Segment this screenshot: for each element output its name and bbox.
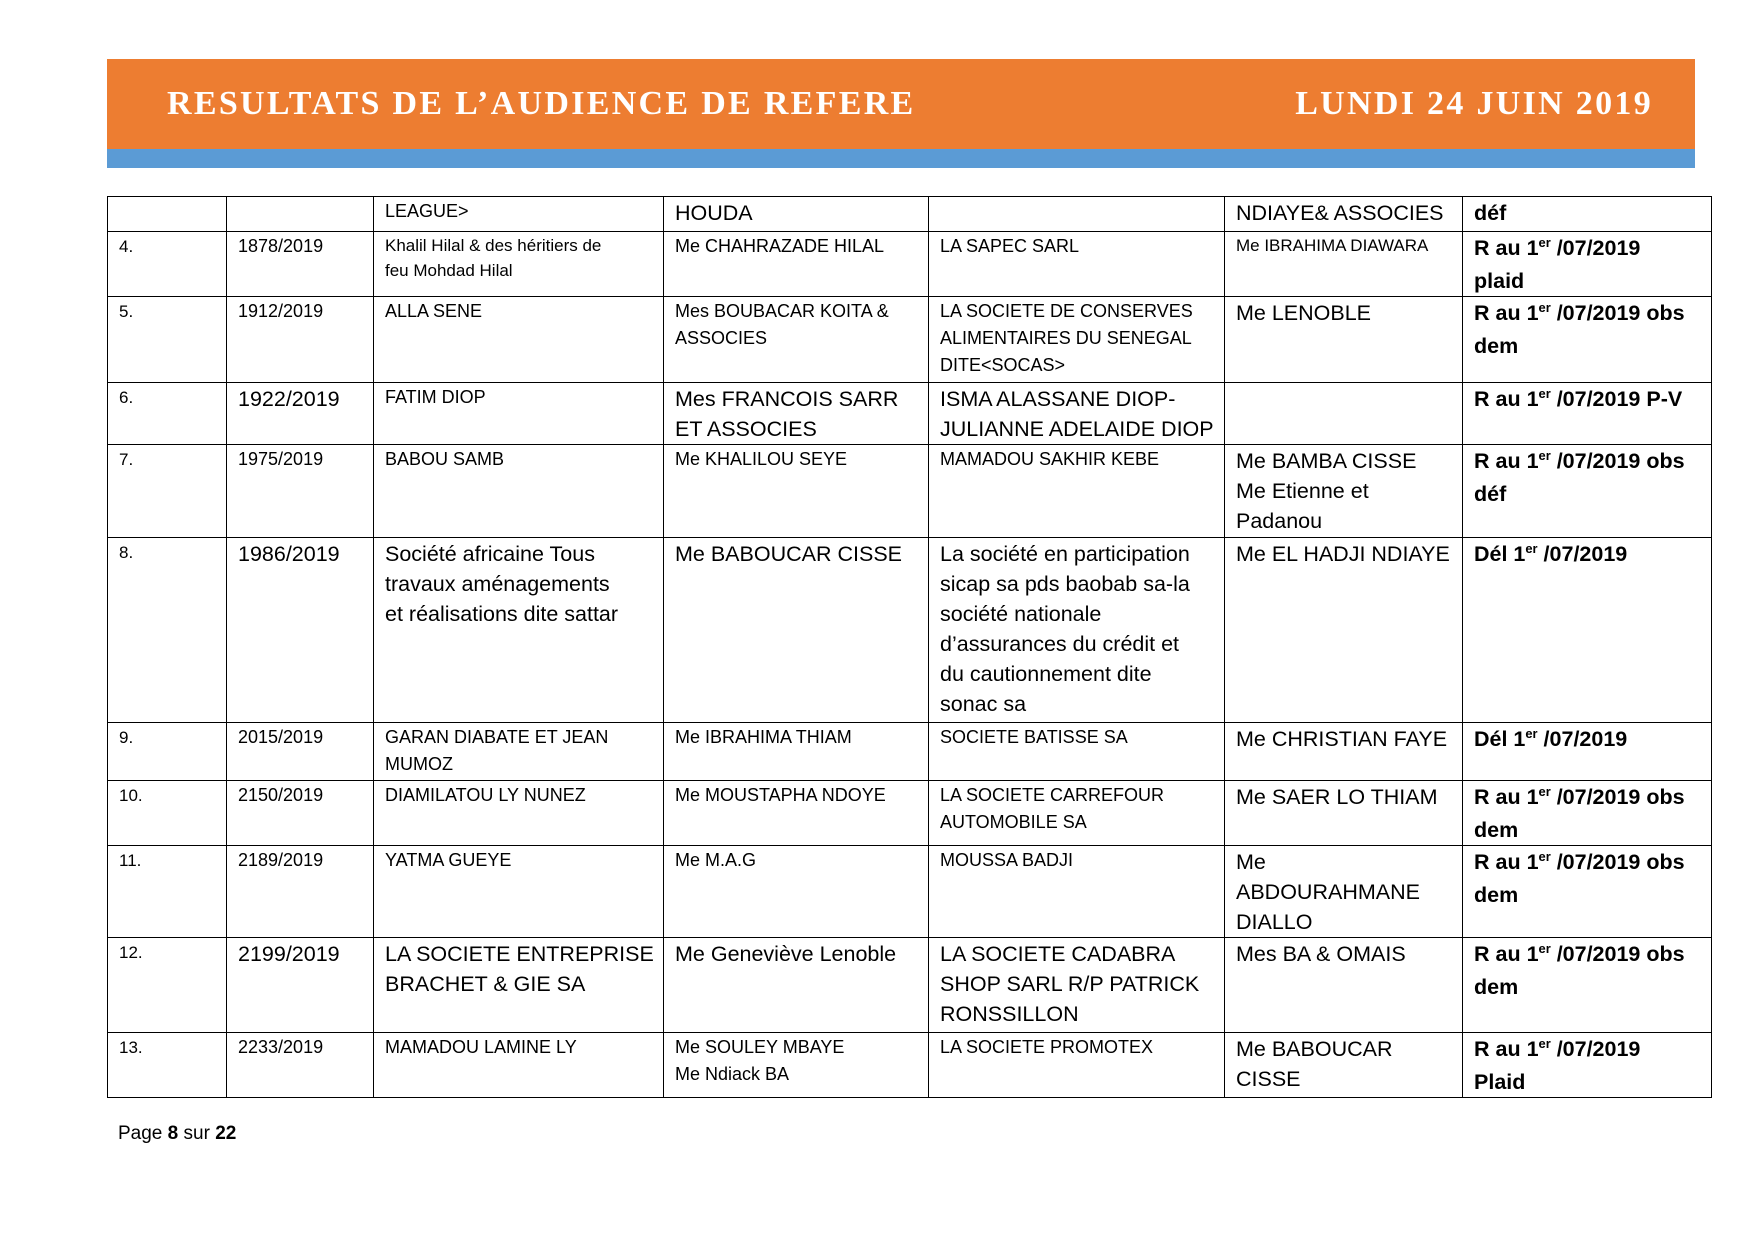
results-table bbox=[107, 196, 1712, 1098]
defendant-cell: LA SAPEC SARL bbox=[929, 232, 1225, 297]
results-table-body bbox=[108, 197, 1712, 1098]
decision-cell bbox=[1463, 232, 1712, 297]
case-reference-cell: 2199/2019 bbox=[227, 938, 374, 1033]
defendant-cell: SOCIETE BATISSE SA bbox=[929, 723, 1225, 781]
case-reference-cell: 1975/2019 bbox=[227, 445, 374, 538]
decision-main: Dél 1 bbox=[1474, 727, 1526, 751]
case-reference-cell: 1878/2019 bbox=[227, 232, 374, 297]
case-number-cell: 4. bbox=[108, 232, 227, 297]
table-row bbox=[108, 383, 1712, 445]
plaintiff-cell: Khalil Hilal & des héritiers de feu Mohdad Hilal bbox=[374, 232, 664, 297]
case-reference-cell: 2150/2019 bbox=[227, 781, 374, 846]
plaintiff-counsel-cell: Me SOULEY MBAYE Me Ndiack BA bbox=[664, 1033, 929, 1098]
table-row bbox=[108, 781, 1712, 846]
table-row bbox=[108, 232, 1712, 297]
table-row bbox=[108, 538, 1712, 723]
decision-main: Dél 1 bbox=[1474, 542, 1526, 566]
case-number-cell: 7. bbox=[108, 445, 227, 538]
decision-cell bbox=[1463, 938, 1712, 1033]
case-number-cell: 9. bbox=[108, 723, 227, 781]
decision-sup: er bbox=[1538, 448, 1551, 464]
page-total: 22 bbox=[215, 1123, 237, 1144]
defendant-cell: MOUSSA BADJI bbox=[929, 846, 1225, 938]
case-number-cell: 5. bbox=[108, 297, 227, 383]
decision-main: R au 1 bbox=[1474, 236, 1539, 260]
plaintiff-cell: MAMADOU LAMINE LY bbox=[374, 1033, 664, 1098]
decision-cell bbox=[1463, 445, 1712, 538]
table-row bbox=[108, 1033, 1712, 1098]
plaintiff-cell: FATIM DIOP bbox=[374, 383, 664, 445]
plaintiff-counsel-cell: Mes BOUBACAR KOITA & ASSOCIES bbox=[664, 297, 929, 383]
decision-rest: /07/2019 obs dem bbox=[1474, 785, 1685, 842]
defendant-counsel-cell bbox=[1225, 383, 1463, 445]
case-reference-cell: 1922/2019 bbox=[227, 383, 374, 445]
decision-sup: er bbox=[1525, 726, 1538, 742]
defendant-cell: LA SOCIETE CADABRA SHOP SARL R/P PATRICK RONSSILLON bbox=[929, 938, 1225, 1033]
decision-main: R au 1 bbox=[1474, 449, 1539, 473]
table-row bbox=[108, 723, 1712, 781]
table-row bbox=[108, 846, 1712, 938]
table-row bbox=[108, 938, 1712, 1033]
header-banner bbox=[107, 59, 1695, 149]
decision-cell bbox=[1463, 297, 1712, 383]
defendant-counsel-cell: Mes BA & OMAIS bbox=[1225, 938, 1463, 1033]
decision-main: R au 1 bbox=[1474, 850, 1539, 874]
decision-rest: /07/2019 P-V bbox=[1550, 387, 1683, 411]
decision-rest: /07/2019 obs dem bbox=[1474, 850, 1685, 907]
plaintiff-cell: GARAN DIABATE ET JEAN MUMOZ bbox=[374, 723, 664, 781]
hearing-date: LUNDI 24 JUIN 2019 bbox=[1295, 85, 1653, 122]
decision-cell bbox=[1463, 723, 1712, 781]
decision-rest: /07/2019 plaid bbox=[1474, 236, 1641, 293]
case-reference-cell: 1986/2019 bbox=[227, 538, 374, 723]
decision-sup: er bbox=[1538, 1036, 1551, 1052]
defendant-cell: ISMA ALASSANE DIOP- JULIANNE ADELAIDE DIOP bbox=[929, 383, 1225, 445]
plaintiff-cell: ALLA SENE bbox=[374, 297, 664, 383]
plaintiff-cell: Société africaine Tous travaux aménagements et réalisations dite sattar bbox=[374, 538, 664, 723]
plaintiff-counsel-cell: Me MOUSTAPHA NDOYE bbox=[664, 781, 929, 846]
decision-main: R au 1 bbox=[1474, 785, 1539, 809]
plaintiff-cell: LA SOCIETE ENTREPRISE BRACHET & GIE SA bbox=[374, 938, 664, 1033]
defendant-counsel-cell: Me IBRAHIMA DIAWARA bbox=[1225, 232, 1463, 297]
decision-sup: er bbox=[1538, 235, 1551, 251]
case-number-cell: 10. bbox=[108, 781, 227, 846]
table-row bbox=[108, 197, 1712, 232]
plaintiff-counsel-cell: Mes FRANCOIS SARR ET ASSOCIES bbox=[664, 383, 929, 445]
defendant-cell: MAMADOU SAKHIR KEBE bbox=[929, 445, 1225, 538]
decision-cell bbox=[1463, 846, 1712, 938]
plaintiff-counsel-cell: HOUDA bbox=[664, 197, 929, 232]
plaintiff-cell: BABOU SAMB bbox=[374, 445, 664, 538]
case-reference-cell: 1912/2019 bbox=[227, 297, 374, 383]
defendant-counsel-cell: Me BABOUCAR CISSE bbox=[1225, 1033, 1463, 1098]
defendant-cell: La société en participation sicap sa pds baobab sa-la société nationale d’assurances du crédit et du cautionnement dite sonac sa bbox=[929, 538, 1225, 723]
decision-rest: /07/2019 bbox=[1537, 542, 1628, 566]
defendant-counsel-cell: NDIAYE& ASSOCIES bbox=[1225, 197, 1463, 232]
decision-cell bbox=[1463, 197, 1712, 232]
decision-sup: er bbox=[1525, 541, 1538, 557]
plaintiff-cell: YATMA GUEYE bbox=[374, 846, 664, 938]
page-separator: sur bbox=[183, 1123, 210, 1144]
decision-sup: er bbox=[1538, 849, 1551, 865]
table-row bbox=[108, 445, 1712, 538]
decision-main: R au 1 bbox=[1474, 387, 1539, 411]
decision-cell bbox=[1463, 538, 1712, 723]
defendant-counsel-cell: Me BAMBA CISSE Me Etienne et Padanou bbox=[1225, 445, 1463, 538]
case-reference-cell: 2189/2019 bbox=[227, 846, 374, 938]
decision-rest: /07/2019 obs déf bbox=[1474, 449, 1685, 506]
case-number-cell: 12. bbox=[108, 938, 227, 1033]
defendant-cell bbox=[929, 197, 1225, 232]
case-reference-cell: 2015/2019 bbox=[227, 723, 374, 781]
decision-sup: er bbox=[1538, 386, 1551, 402]
plaintiff-counsel-cell: Me M.A.G bbox=[664, 846, 929, 938]
plaintiff-cell: DIAMILATOU LY NUNEZ bbox=[374, 781, 664, 846]
decision-main: R au 1 bbox=[1474, 1037, 1539, 1061]
decision-main: R au 1 bbox=[1474, 942, 1539, 966]
page-title: RESULTATS DE L’AUDIENCE DE REFERE bbox=[167, 85, 916, 122]
decision-rest: /07/2019 bbox=[1537, 727, 1628, 751]
table-row bbox=[108, 297, 1712, 383]
decision-cell bbox=[1463, 781, 1712, 846]
plaintiff-counsel-cell: Me Geneviève Lenoble bbox=[664, 938, 929, 1033]
case-number-cell: 11. bbox=[108, 846, 227, 938]
plaintiff-counsel-cell: Me KHALILOU SEYE bbox=[664, 445, 929, 538]
case-reference-cell: 2233/2019 bbox=[227, 1033, 374, 1098]
decision-sup: er bbox=[1538, 941, 1551, 957]
defendant-cell: LA SOCIETE CARREFOUR AUTOMOBILE SA bbox=[929, 781, 1225, 846]
decision-cell bbox=[1463, 383, 1712, 445]
case-number-cell bbox=[108, 197, 227, 232]
plaintiff-counsel-cell: Me BABOUCAR CISSE bbox=[664, 538, 929, 723]
plaintiff-counsel-cell: Me IBRAHIMA THIAM bbox=[664, 723, 929, 781]
case-number-cell: 8. bbox=[108, 538, 227, 723]
decision-sup: er bbox=[1538, 784, 1551, 800]
page-footer bbox=[118, 1122, 236, 1146]
decision-rest: /07/2019 obs dem bbox=[1474, 301, 1685, 358]
defendant-counsel-cell: Me LENOBLE bbox=[1225, 297, 1463, 383]
case-number-cell: 13. bbox=[108, 1033, 227, 1098]
defendant-counsel-cell: Me CHRISTIAN FAYE bbox=[1225, 723, 1463, 781]
plaintiff-counsel-cell: Me CHAHRAZADE HILAL bbox=[664, 232, 929, 297]
decision-sup: er bbox=[1538, 300, 1551, 316]
decision-cell bbox=[1463, 1033, 1712, 1098]
header-accent-strip bbox=[107, 149, 1695, 168]
defendant-counsel-cell: Me ABDOURAHMANE DIALLO bbox=[1225, 846, 1463, 938]
defendant-cell: LA SOCIETE DE CONSERVES ALIMENTAIRES DU SENEGAL DITE<SOCAS> bbox=[929, 297, 1225, 383]
case-reference-cell bbox=[227, 197, 374, 232]
plaintiff-cell: LEAGUE> bbox=[374, 197, 664, 232]
defendant-cell: LA SOCIETE PROMOTEX bbox=[929, 1033, 1225, 1098]
page-label: Page bbox=[118, 1123, 163, 1144]
page-current: 8 bbox=[167, 1123, 179, 1144]
decision-main: déf bbox=[1474, 201, 1507, 225]
case-number-cell: 6. bbox=[108, 383, 227, 445]
decision-rest: /07/2019 obs dem bbox=[1474, 942, 1685, 999]
defendant-counsel-cell: Me EL HADJI NDIAYE bbox=[1225, 538, 1463, 723]
decision-rest: /07/2019 Plaid bbox=[1474, 1037, 1641, 1094]
defendant-counsel-cell: Me SAER LO THIAM bbox=[1225, 781, 1463, 846]
decision-main: R au 1 bbox=[1474, 301, 1539, 325]
